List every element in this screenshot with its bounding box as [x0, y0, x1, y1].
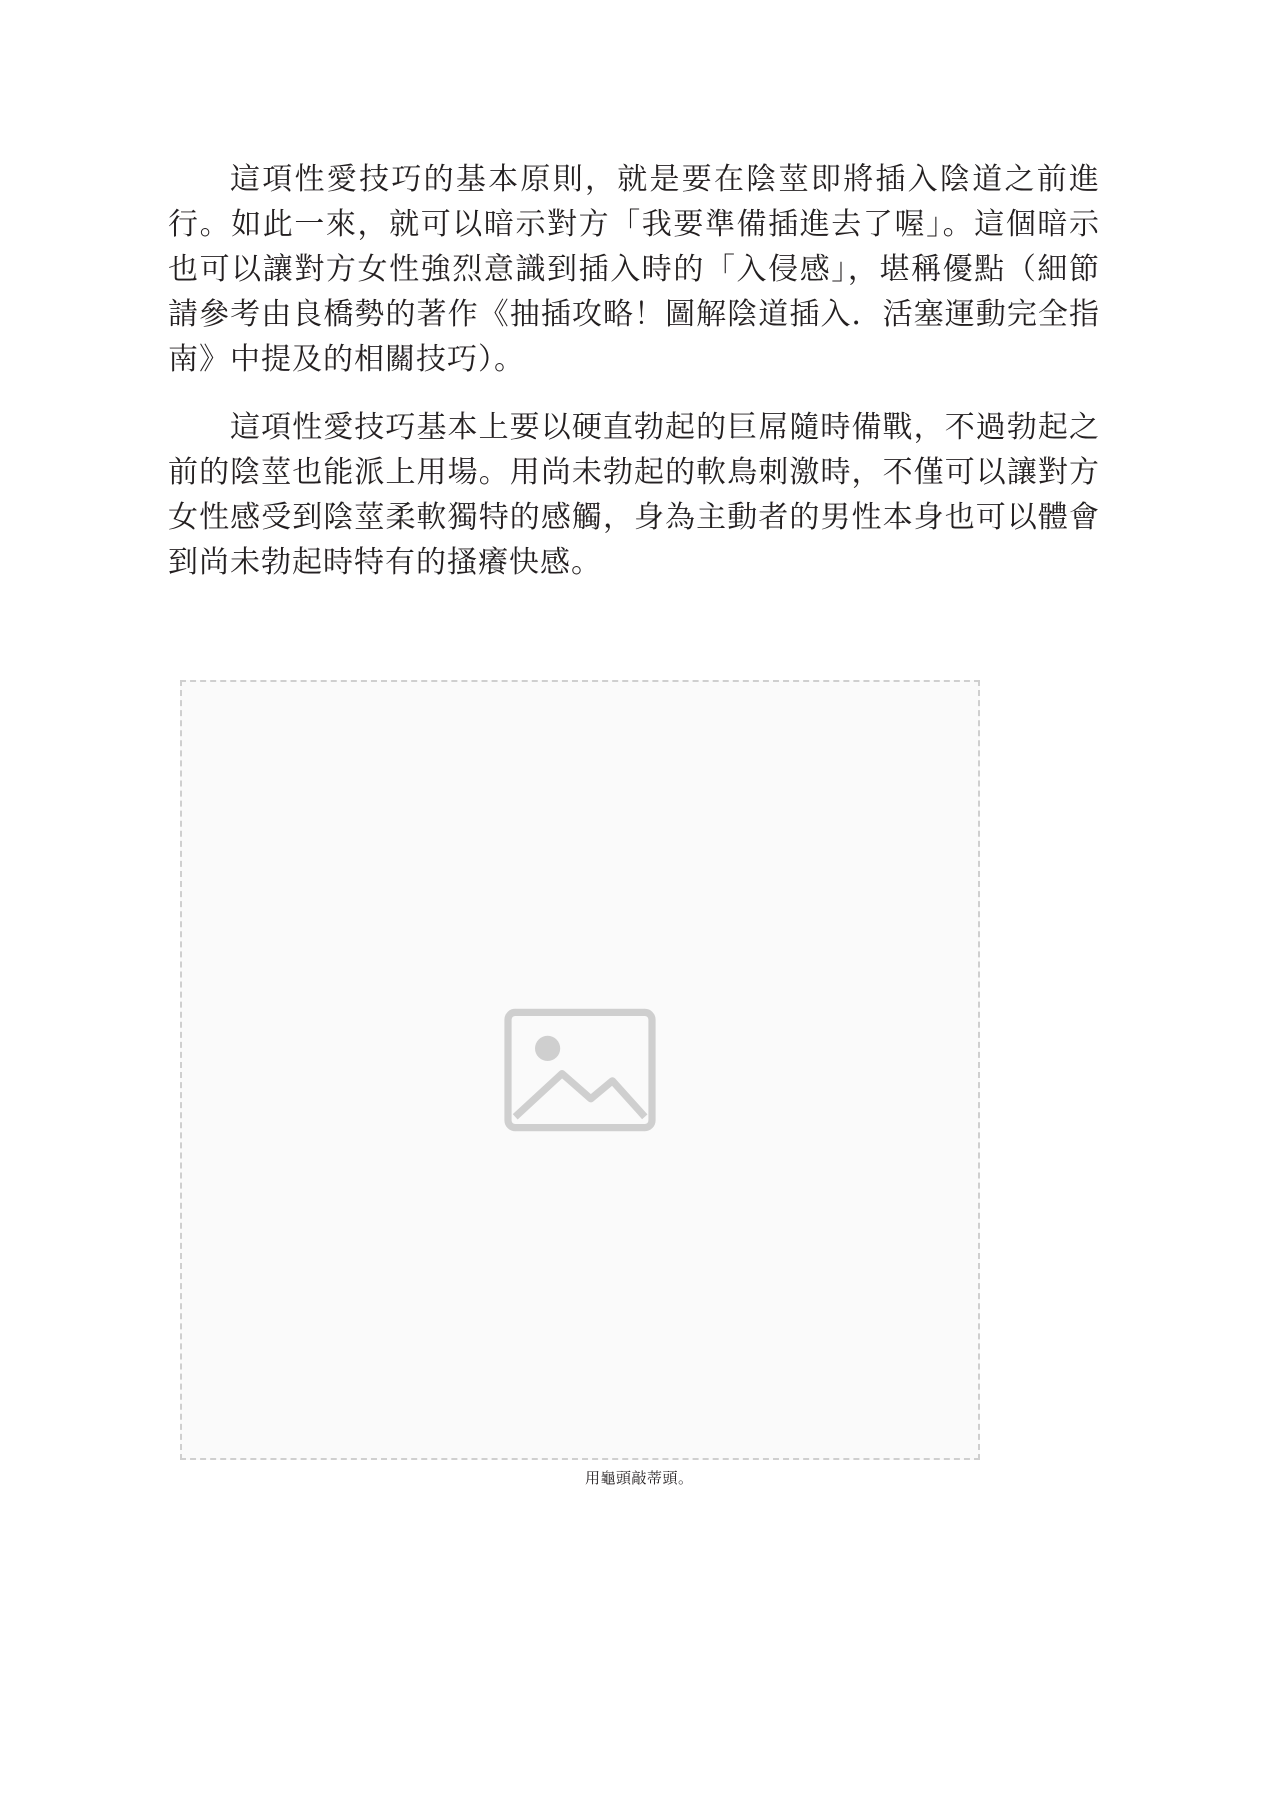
paragraph-2: 這項性愛技巧基本上要以硬直勃起的巨屌隨時備戰，不過勃起之前的陰莖也能派上用場。用尚未勃起的軟鳥刺激時，不僅可以讓對方女性感受到陰莖柔軟獨特的感觸，身為主動者的男性本身也可以體會到尚未勃起時特有的搔癢快感。 — [168, 410, 1100, 580]
illustration-placeholder — [180, 680, 980, 1460]
image-placeholder-icon — [490, 980, 670, 1160]
body-text-paragraph-2 — [168, 405, 1100, 585]
figure-caption: 用龜頭敲蒂頭。 — [585, 1469, 694, 1487]
figure — [180, 680, 980, 1500]
paragraph-1: 這項性愛技巧的基本原則，就是要在陰莖即將插入陰道之前進行。如此一來，就可以暗示對方「我要準備插進去了喔」。這個暗示也可以讓對方女性強烈意識到插入時的「入侵感」，堪稱優點（細節請參考由良橋勢的著作《抽插攻略！圖解陰道插入．活塞運動完全指南》中提及的相關技巧）。 — [168, 162, 1100, 377]
body-text-paragraph-1 — [168, 157, 1100, 382]
